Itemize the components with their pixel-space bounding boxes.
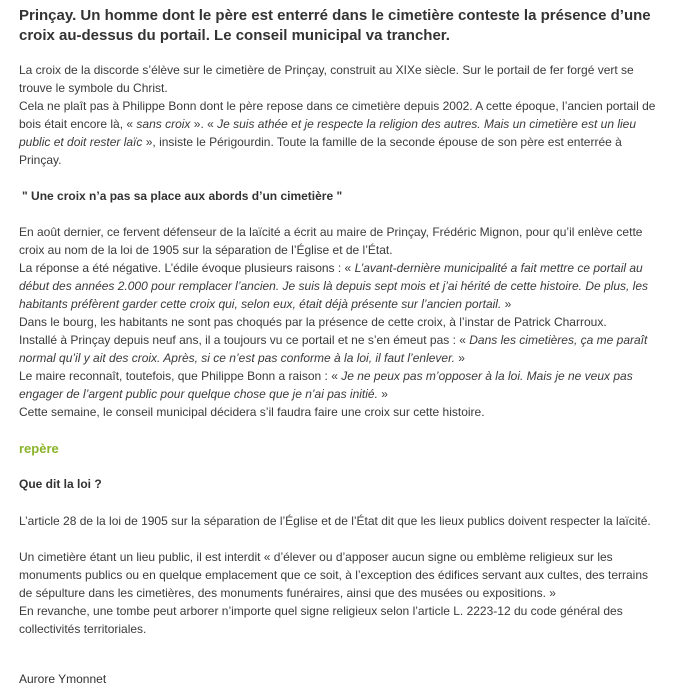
intro-paragraph-2 — [19, 97, 659, 169]
text-segment: » — [501, 297, 512, 311]
law-paragraph-3: En revanche, une tombe peut arborer n’importe quel signe religieux selon l’article L. 2223-12 du code général des collectivités territoriales. — [19, 604, 623, 636]
quote-segment: Dans les cimetières, ça me paraît normal qu’il y ait des croix. Après, si ce n’est pas conforme à la loi, il faut l’enlever. — [19, 333, 648, 365]
body-paragraph-5 — [19, 367, 659, 403]
body-paragraph-2 — [19, 259, 659, 313]
law-paragraph-1: L’article 28 de la loi de 1905 sur la séparation de l’Église et de l’État dit que les lieux publics doivent respecter la laïcité. — [19, 514, 651, 528]
quote-segment: L’avant-dernière municipalité a fait mettre ce portail au début des années 2.000 pour remplacer l’ancien. Je suis là depuis sept mois et j’ai hérité de cette histoire. De plus, les habitants préfèrent garder cette croix qui, selon eux, était déjà présente sur l’ancien portail. — [19, 261, 649, 311]
text-segment: ». « — [190, 117, 218, 131]
text-segment: Installé à Prinçay depuis neuf ans, il a toujours vu ce portail et ne s’en émeut pas : « — [19, 333, 470, 347]
text-segment: Le maire reconnaît, toutefois, que Philippe Bonn a raison : « — [19, 369, 342, 383]
quote-segment: Je suis athée et je respecte la religion des autres. Mais un cimetière est un lieu public et doit rester laïc — [19, 117, 637, 149]
text-segment: », insiste le Périgourdin. Toute la famille de la seconde épouse de son père est enterrée à Prinçay. — [19, 135, 622, 167]
text-segment: La réponse a été négative. L’édile évoque plusieurs raisons : « — [19, 261, 355, 275]
intro-paragraph-1: La croix de la discorde s’élève sur le cimetière de Prinçay, construit au XIXe siècle. Sur le portail de fer forgé vert se trouve le symbole du Christ. — [19, 63, 634, 95]
body-paragraph-4 — [19, 331, 659, 367]
headline: Prinçay. Un homme dont le père est enterré dans le cimetière conteste la présence d’une croix au-dessus du portail. Le conseil municipal va trancher. — [19, 7, 651, 44]
quote-segment: Je ne peux pas m’opposer à la loi. Mais je ne veux pas engager de l’argent public pour quelque chose que je n’ai pas initié. — [19, 369, 633, 401]
body-paragraph-6: Cette semaine, le conseil municipal décidera s’il faudra faire une croix sur cette histoire. — [19, 405, 485, 419]
text-segment: » — [377, 387, 388, 401]
author-name: Aurore Ymonnet — [19, 672, 107, 686]
law-paragraph-2: Un cimetière étant un lieu public, il est interdit « d’élever ou d’apposer aucun signe ou emblème religieux sur les monuments publics ou en quelque emplacement que ce soit, à l’exception des édifices servant aux cultes, des terrains de sépulture dans les cimetières, des monuments funéraires, ainsi que des musées ou expositions. » — [19, 550, 649, 600]
text-segment: » — [454, 351, 465, 365]
subheading: " Une croix n’a pas sa place aux abords d’un cimetière " — [22, 189, 343, 203]
quote-segment: sans croix — [136, 117, 191, 131]
body-paragraph-3: Dans le bourg, les habitants ne sont pas choqués par la présence de cette croix, à l’instar de Patrick Charroux. — [19, 315, 607, 329]
text-segment: Cela ne plaît pas à Philippe Bonn dont le père repose dans ce cimetière depuis 2002. A cette époque, l’ancien portail de bois était encore là, « — [19, 99, 656, 131]
question-heading: Que dit la loi ? — [19, 477, 102, 491]
body-paragraph-1: En août dernier, ce fervent défenseur de la laïcité a écrit au maire de Prinçay, Frédéric Mignon, pour qu’il enlève cette croix au nom de la loi de 1905 sur la séparation de l’Église et de l’État. — [19, 225, 643, 257]
repere-heading: repère — [19, 441, 59, 456]
